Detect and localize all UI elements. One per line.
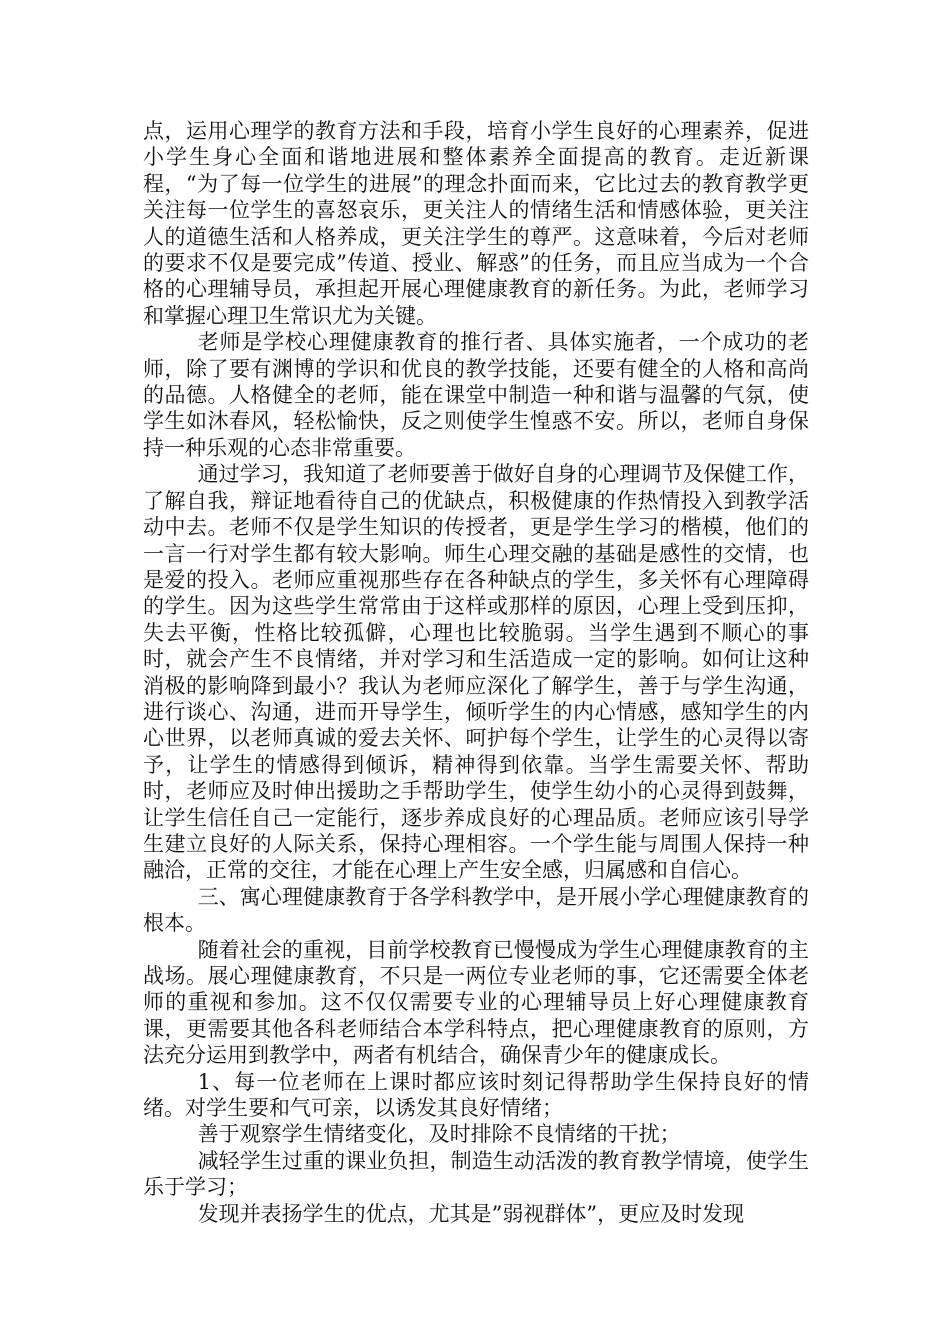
- section-heading: 三、寓心理健康教育于各学科教学中，是开展小学心理健康教育的根本。: [143, 884, 809, 936]
- list-item-2: 善于观察学生情绪变化，及时排除不良情绪的干扰；: [197, 1122, 681, 1147]
- list-item-4: 发现并表扬学生的优点，尤其是”弱视群体”，更应及时发现: [197, 1201, 745, 1226]
- paragraph-3: 通过学习，我知道了老师要善于做好自身的心理调节及保健工作，了解自我，辩证地看待自己的优缺点，积极健康的作热情投入到教学活动中去。老师不仅是学生知识的传授者，更是学生学习的楷模，他们的一言一行对学生都有较大影响。师生心理交融的基础是感性的交情，也是爱的投入。老师应重视那些存在各种缺点的学生，多关怀有心理障碍的学生。因为这些学生常常由于这样或那样的原因，心理上受到压抑，失去平衡，性格比较孤僻，心理也比较脆弱。当学生遇到不顺心的事时，就会产生不良情绪，并对学习和生活造成一定的影响。如何让这种消极的影响降到最小？我认为老师应深化了解学生，善于与学生沟通，进行谈心、沟通，进而开导学生，倾听学生的内心情感，感知学生的内心世界，以老师真诚的爱去关怀、呵护每个学生，让学生的心灵得以寄予，让学生的情感得到倾诉，精神得到依靠。当学生需要关怀、帮助时，老师应及时伸出援助之手帮助学生，使学生幼小的心灵得到鼓舞，让学生信任自己一定能行，逐步养成良好的心理品质。老师应该引导学生建立良好的人际关系，保持心理相容。一个学生能与周围人保持一种融洽，正常的交往，才能在心理上产生安全感，归属感和自信心。: [143, 462, 809, 883]
- paragraph-2: 老师是学校心理健康教育的推行者、具体实施者，一个成功的老师，除了要有渊博的学识和优良的教学技能，还要有健全的人格和高尚的品德。人格健全的老师，能在课堂中制造一种和谐与温馨的气氛，使学生如沐春风，轻松愉快，反之则使学生惶惑不安。所以，老师自身保持一种乐观的心态非常重要。: [143, 330, 809, 460]
- list-item-1: 1、每一位老师在上课时都应该时刻记得帮助学生保持良好的情绪。对学生要和气可亲，以诱发其良好情绪；: [143, 1069, 809, 1121]
- paragraph-4: 随着社会的重视，目前学校教育已慢慢成为学生心理健康教育的主战场。展心理健康教育，不只是一两位专业老师的事，它还需要全体老师的重视和参加。这不仅仅需要专业的心理辅导员上好心理健康教育课，更需要其他各科老师结合本学科特点，把心理健康教育的原则，方法充分运用到教学中，两者有机结合，确保青少年的健康成长。: [143, 937, 809, 1068]
- list-item-3: 减轻学生过重的课业负担，制造生动活泼的教育教学情境，使学生乐于学习；: [143, 1148, 809, 1200]
- paragraph-1: 点，运用心理学的教育方法和手段，培育小学生良好的心理素养，促进小学生身心全面和谐地进展和整体素养全面提高的教育。走近新课程，“为了每一位学生的进展”的理念扑面而来，它比过去的教育教学更关注每一位学生的喜怒哀乐，更关注人的情绪生活和情感体验，更关注人的道德生活和人格养成，更关注学生的尊严。这意味着，今后对老师的要求不仅是要完成”传道、授业、解惑”的任务，而且应当成为一个合格的心理辅导员，承担起开展心理健康教育的新任务。为此，老师学习和掌握心理卫生常识尤为关键。: [143, 119, 809, 328]
- document-page: [143, 118, 809, 1227]
